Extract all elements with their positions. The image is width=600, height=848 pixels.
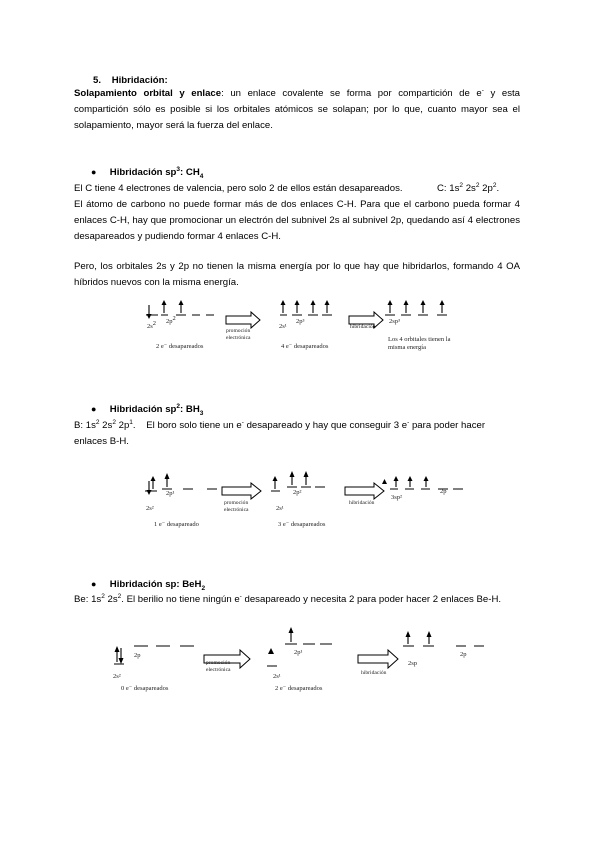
bullet-icon: ● bbox=[91, 167, 97, 177]
sp3-label-2p-b: 2p³ bbox=[296, 318, 305, 325]
sp2-label-2p-c: 2p bbox=[440, 488, 447, 495]
sp-ground-orbitals bbox=[114, 646, 194, 664]
sp2-arrow-label-2: hibridación bbox=[349, 500, 375, 506]
sp3-paragraph-2: Pero, los orbitales 2s y 2p no tienen la misma energía por lo que hay que hibridarlos, formando 4 OA híbridos nuevos con la misma energía. bbox=[74, 261, 520, 288]
sp2-arrow-label-1: promoción electrónica bbox=[224, 500, 249, 513]
sp3-line1: El C tiene 4 electrones de valencia, pero solo 2 de ellos están desapareados. bbox=[74, 183, 403, 194]
section-title: Hibridación: bbox=[111, 75, 168, 86]
sp-heading: ● Hibridación sp: BeH$_2$ bbox=[91, 579, 206, 592]
sp2-label-2s-b: 2s¹ bbox=[276, 505, 284, 512]
sp2-caption-1: 1 e⁻ desapareado bbox=[154, 521, 199, 528]
sp3-caption-2: 4 e⁻ desapareados bbox=[281, 343, 329, 350]
bullet-icon: ● bbox=[91, 404, 97, 414]
sp-hybridization-arrow bbox=[358, 650, 398, 668]
intro-text-1: : un enlace covalente se forma por compartición de e bbox=[221, 88, 482, 99]
sp-label-2s-b: 2s¹ bbox=[273, 673, 281, 680]
sp-arrow-label-2: hibridación bbox=[361, 670, 387, 676]
intro-lead: Solapamiento orbital y enlace bbox=[74, 88, 222, 99]
sp3-caption-1: 2 e⁻ desapareados bbox=[156, 343, 204, 350]
sp-label-2p-c: 2p bbox=[460, 651, 467, 658]
sp2-label-hybrid: 3sp² bbox=[391, 494, 402, 501]
section-number: 5. bbox=[93, 75, 102, 86]
intro-text-2: y esta compartición sólo es posible si los orbitales atómicos se solapan; por lo que, cuanto mayor sea el solapamiento, mayor será la fuerza del enlace. bbox=[74, 88, 520, 131]
bullet-icon: ● bbox=[91, 579, 97, 589]
sp3-label-hybrid: 2sp³ bbox=[389, 318, 400, 325]
sp3-config: C: $1s^2$ $2s^2$ $2p^2$. bbox=[437, 181, 500, 194]
sp3-arrow-label-1: promoción electrónica bbox=[226, 328, 251, 341]
sp3-paragraph-1: El átomo de carbono no puede formar más de dos enlaces C-H. Para que el carbono pueda formar 4 enlaces C-H, hay que promocionar un electrón del subnivel 2s al subnivel 2p, quedando así 4 electrones desapareados y pudiendo formar 4 enlaces C-H. bbox=[74, 199, 520, 242]
sp-label-2p: 2p bbox=[134, 652, 141, 659]
sp-label-hybrid: 2sp bbox=[408, 660, 418, 667]
sp-excited-orbitals bbox=[267, 627, 332, 666]
sp3-caption-3: Los 4 orbitales tienen la misma energía bbox=[388, 336, 451, 351]
sp3-arrow-label-2: hibridación bbox=[350, 324, 376, 330]
sp-label-2p-b: 2p¹ bbox=[294, 649, 303, 656]
sp2-label-2p: 2p¹ bbox=[166, 490, 175, 497]
sp2-label-2s: 2s² bbox=[146, 505, 154, 512]
sp3-label-2p: $2p^2$ bbox=[166, 314, 176, 325]
sp3-label-2s: $2s^2$ bbox=[147, 319, 157, 330]
sp2-paragraph: B: $1s^2$ $2s^2$ $2p^1$. El boro solo tiene un e- desapareado y hay que conseguir 3 e- para poder hacer enlaces B-H. bbox=[74, 418, 486, 447]
sp-hybrid-orbitals bbox=[403, 631, 484, 646]
sp-caption-2: 2 e⁻ desapareados bbox=[275, 685, 323, 692]
sp2-label-2p-b: 2p² bbox=[293, 489, 302, 496]
sp-paragraph: Be: $1s^2$ $2s^2$. El berilio no tiene ningún e- desapareado y necesita 2 para poder hacer 2 enlaces Be-H. bbox=[74, 592, 502, 605]
sp-arrow-label-1: promoción electrónica bbox=[206, 660, 231, 673]
sp3-label-2s-b: 2s¹ bbox=[279, 323, 287, 330]
sp2-caption-2: 3 e⁻ desapareados bbox=[278, 521, 326, 528]
sp3-heading: ● Hibridación $sp^3$: $CH_4$ bbox=[91, 165, 204, 180]
sp-caption-1: 0 e⁻ desapareados bbox=[121, 685, 169, 692]
sp2-heading: ● Hibridación $sp^2$: $BH_3$ bbox=[91, 402, 204, 417]
intro-paragraph: Solapamiento orbital y enlace: un enlace covalente se forma por compartición de e- y esta compartición sólo es posible si los orbitales atómicos se solapan; por lo que, cuanto mayor sea el solapamiento, mayor será la fuerza del enlace. bbox=[74, 86, 520, 131]
sp-label-2s: 2s² bbox=[113, 673, 121, 680]
